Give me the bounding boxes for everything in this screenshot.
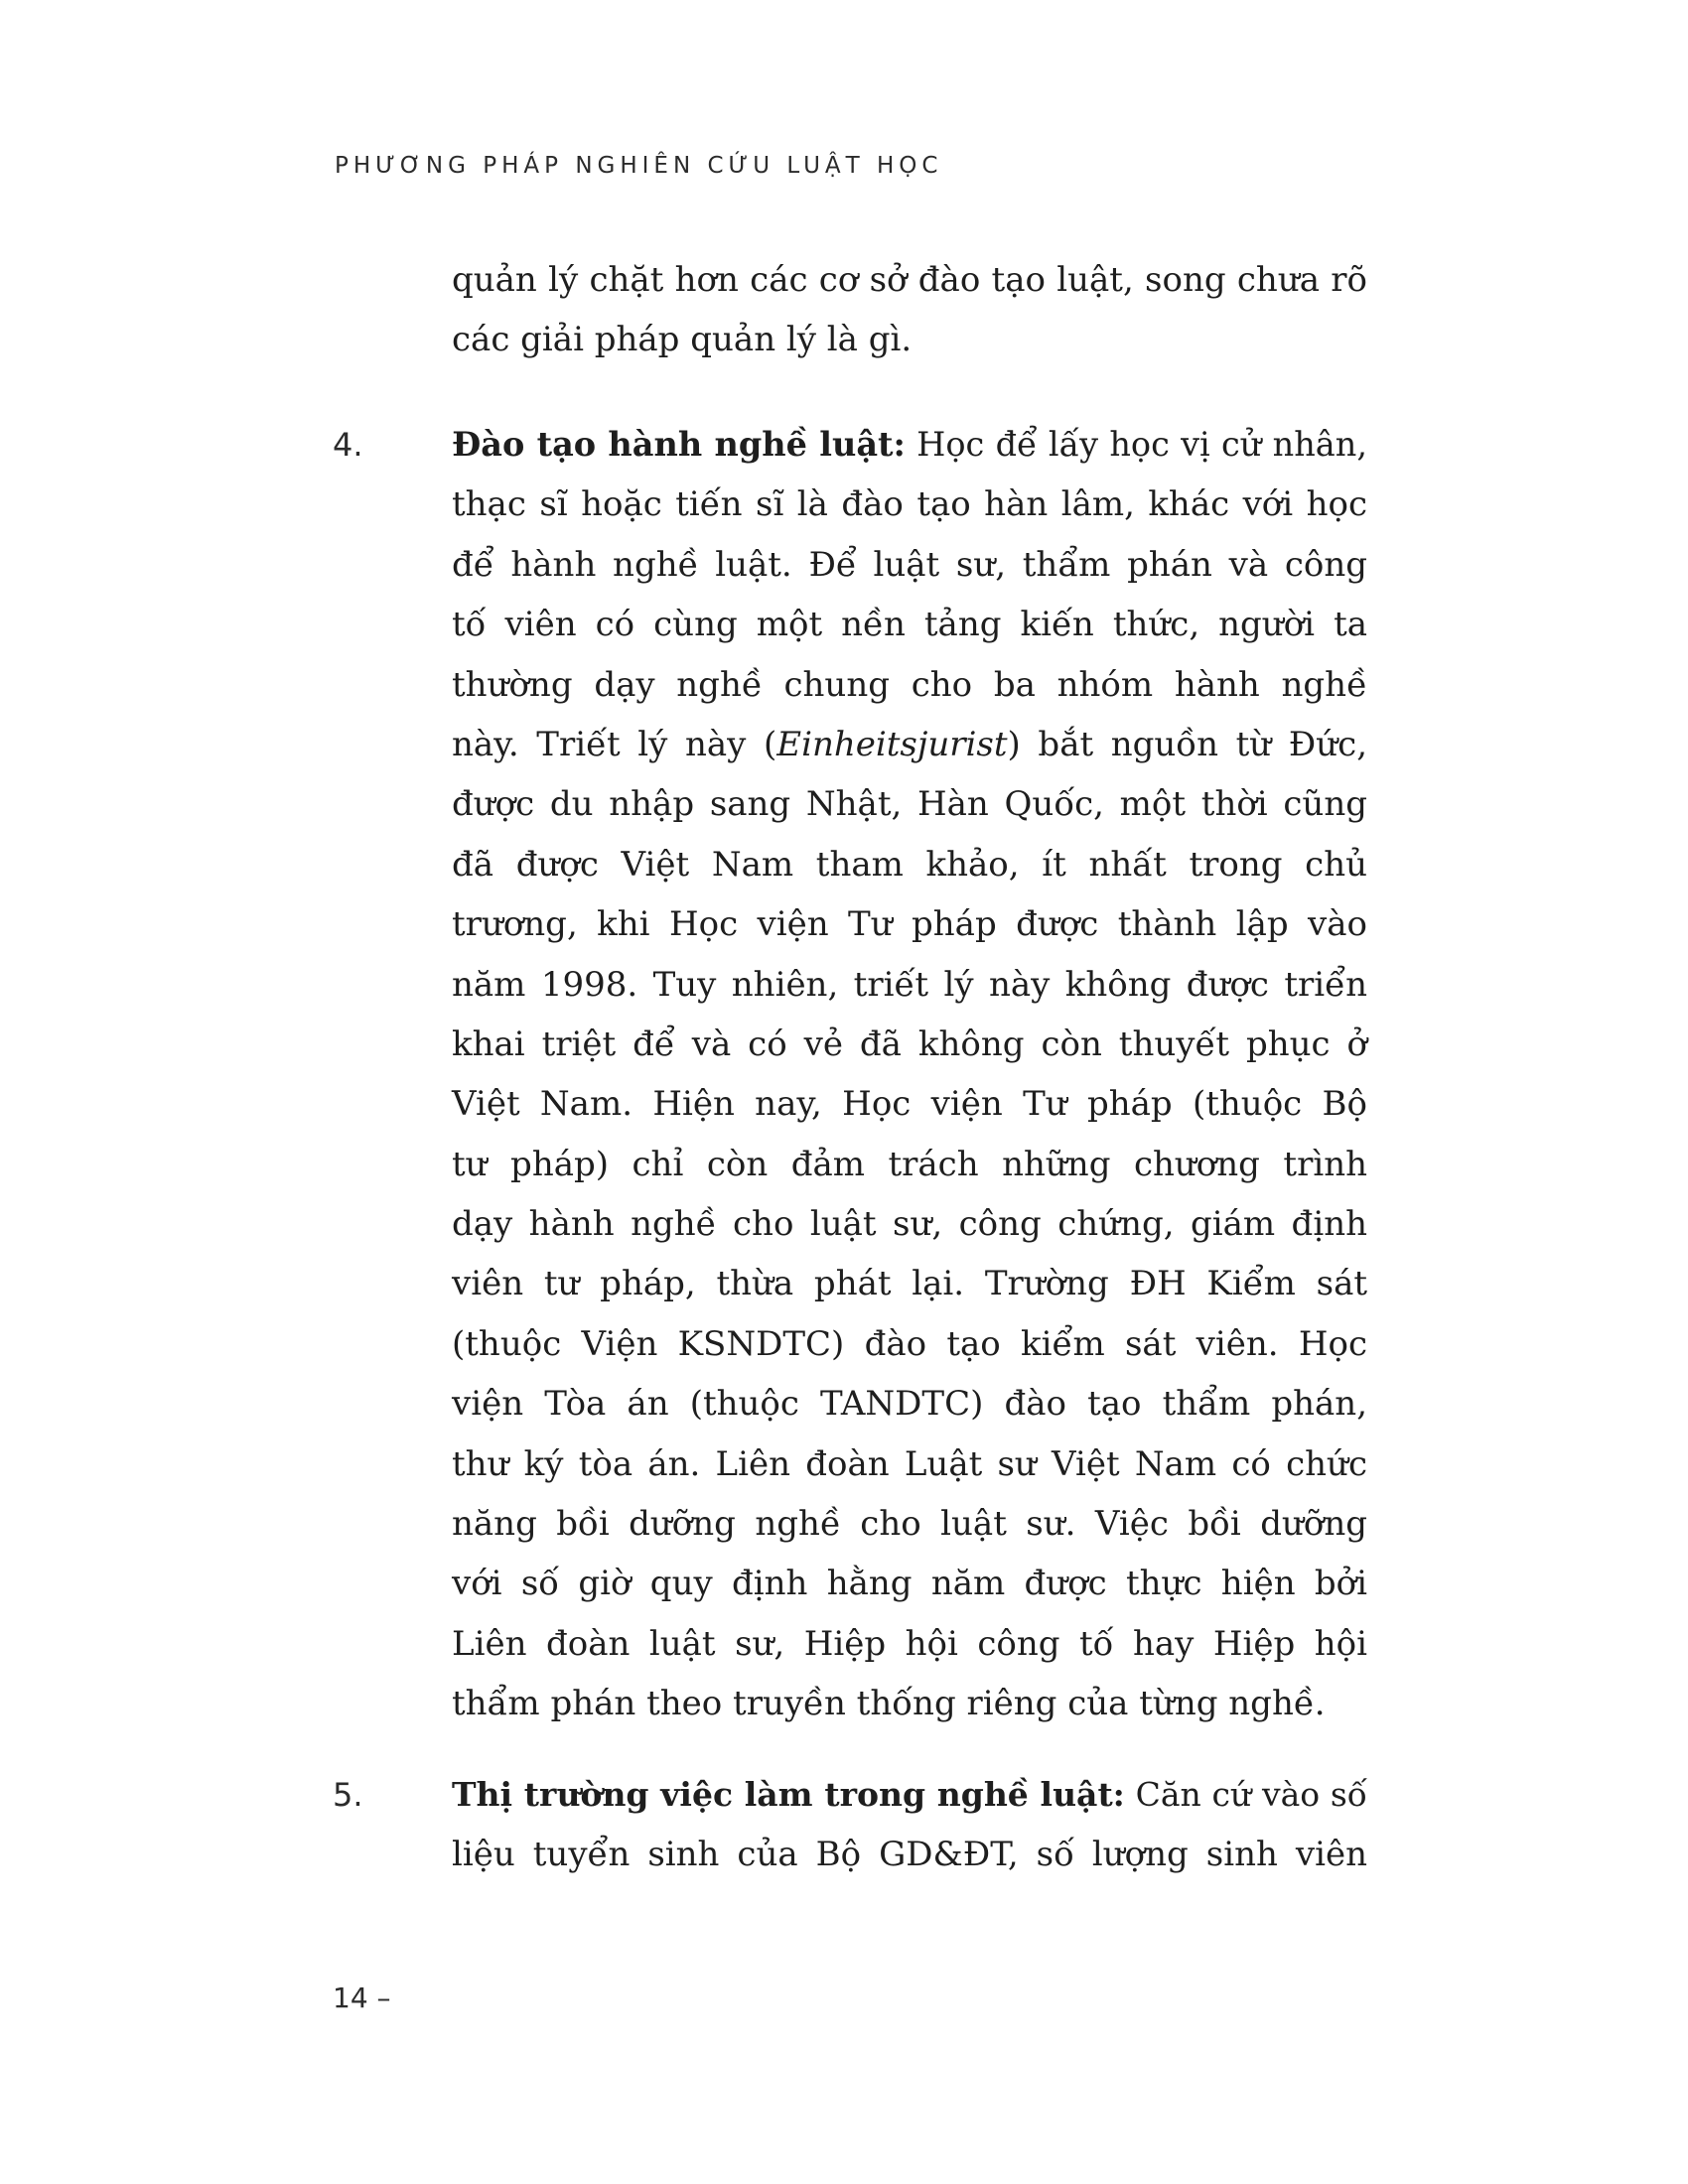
text-line: viên tư pháp, thừa phát lại. Trường ĐH Kiểm sát bbox=[452, 1264, 1367, 1304]
text-run: Học để lấy học vị cử nhân, bbox=[905, 425, 1367, 464]
text-run: ) bắt nguồn từ Đức, bbox=[1007, 724, 1367, 764]
text-line bbox=[452, 715, 1367, 774]
text-line: viện Tòa án (thuộc TANDTC) đào tạo thẩm phán, bbox=[452, 1384, 1367, 1425]
text-line: đã được Việt Nam tham khảo, ít nhất trong chủ bbox=[452, 844, 1367, 885]
text-line: thạc sĩ hoặc tiến sĩ là đào tạo hàn lâm, khác với học bbox=[452, 484, 1367, 525]
text-line: dạy hành nghề cho luật sư, công chứng, giám định bbox=[452, 1204, 1367, 1245]
list-number: 4. bbox=[333, 426, 363, 464]
text-line: tư pháp) chỉ còn đảm trách những chương trình bbox=[452, 1144, 1367, 1184]
list-item-5 bbox=[452, 1765, 1367, 1885]
text-line: với số giờ quy định hằng năm được thực hiện bởi bbox=[452, 1564, 1367, 1604]
list-number: 5. bbox=[333, 1776, 363, 1814]
text-line: năm 1998. Tuy nhiên, triết lý này không được triển bbox=[452, 964, 1367, 1005]
list-item-4 bbox=[452, 415, 1367, 1734]
text-line: thường dạy nghề chung cho ba nhóm hành nghề bbox=[452, 664, 1367, 705]
text-line bbox=[452, 415, 1367, 475]
text-line: (thuộc Viện KSNDTC) đào tạo kiểm sát viên. Học bbox=[452, 1323, 1367, 1364]
continuation-paragraph bbox=[452, 250, 1367, 370]
text-line bbox=[452, 1765, 1367, 1825]
text-line: để hành nghề luật. Để luật sư, thẩm phán và công bbox=[452, 544, 1367, 585]
page-number: 14 – bbox=[333, 1981, 391, 2014]
text-line: trương, khi Học viện Tư pháp được thành lập vào bbox=[452, 904, 1367, 945]
item-heading: Đào tạo hành nghề luật: bbox=[452, 425, 906, 464]
text-line: Liên đoàn luật sư, Hiệp hội công tố hay Hiệp hội bbox=[452, 1623, 1367, 1664]
text-run: Căn cứ vào số bbox=[1124, 1775, 1368, 1814]
item-heading: Thị trường việc làm trong nghề luật: bbox=[452, 1775, 1125, 1814]
italic-term: Einheitsjurist bbox=[776, 724, 1008, 764]
text-line: thẩm phán theo truyền thống riêng của từng nghề. bbox=[452, 1684, 1326, 1724]
text-line: năng bồi dưỡng nghề cho luật sư. Việc bồi dưỡng bbox=[452, 1504, 1367, 1545]
text-line: được du nhập sang Nhật, Hàn Quốc, một thời cũng bbox=[452, 784, 1367, 825]
running-header: PHƯƠNG PHÁP NGHIÊN CỨU LUẬT HỌC bbox=[335, 153, 943, 179]
text-line: thư ký tòa án. Liên đoàn Luật sư Việt Nam có chức bbox=[452, 1443, 1367, 1484]
text-run: này. Triết lý này ( bbox=[452, 724, 777, 764]
text-line: khai triệt để và có vẻ đã không còn thuyết phục ở bbox=[452, 1024, 1367, 1064]
text-line: các giải pháp quản lý là gì. bbox=[452, 320, 913, 360]
text-line: Việt Nam. Hiện nay, Học viện Tư pháp (thuộc Bộ bbox=[452, 1084, 1367, 1125]
text-line: tố viên có cùng một nền tảng kiến thức, người ta bbox=[452, 605, 1367, 645]
text-line: quản lý chặt hơn các cơ sở đào tạo luật, song chưa rõ bbox=[452, 260, 1367, 300]
text-line: liệu tuyển sinh của Bộ GD&ĐT, số lượng sinh viên bbox=[452, 1835, 1367, 1875]
